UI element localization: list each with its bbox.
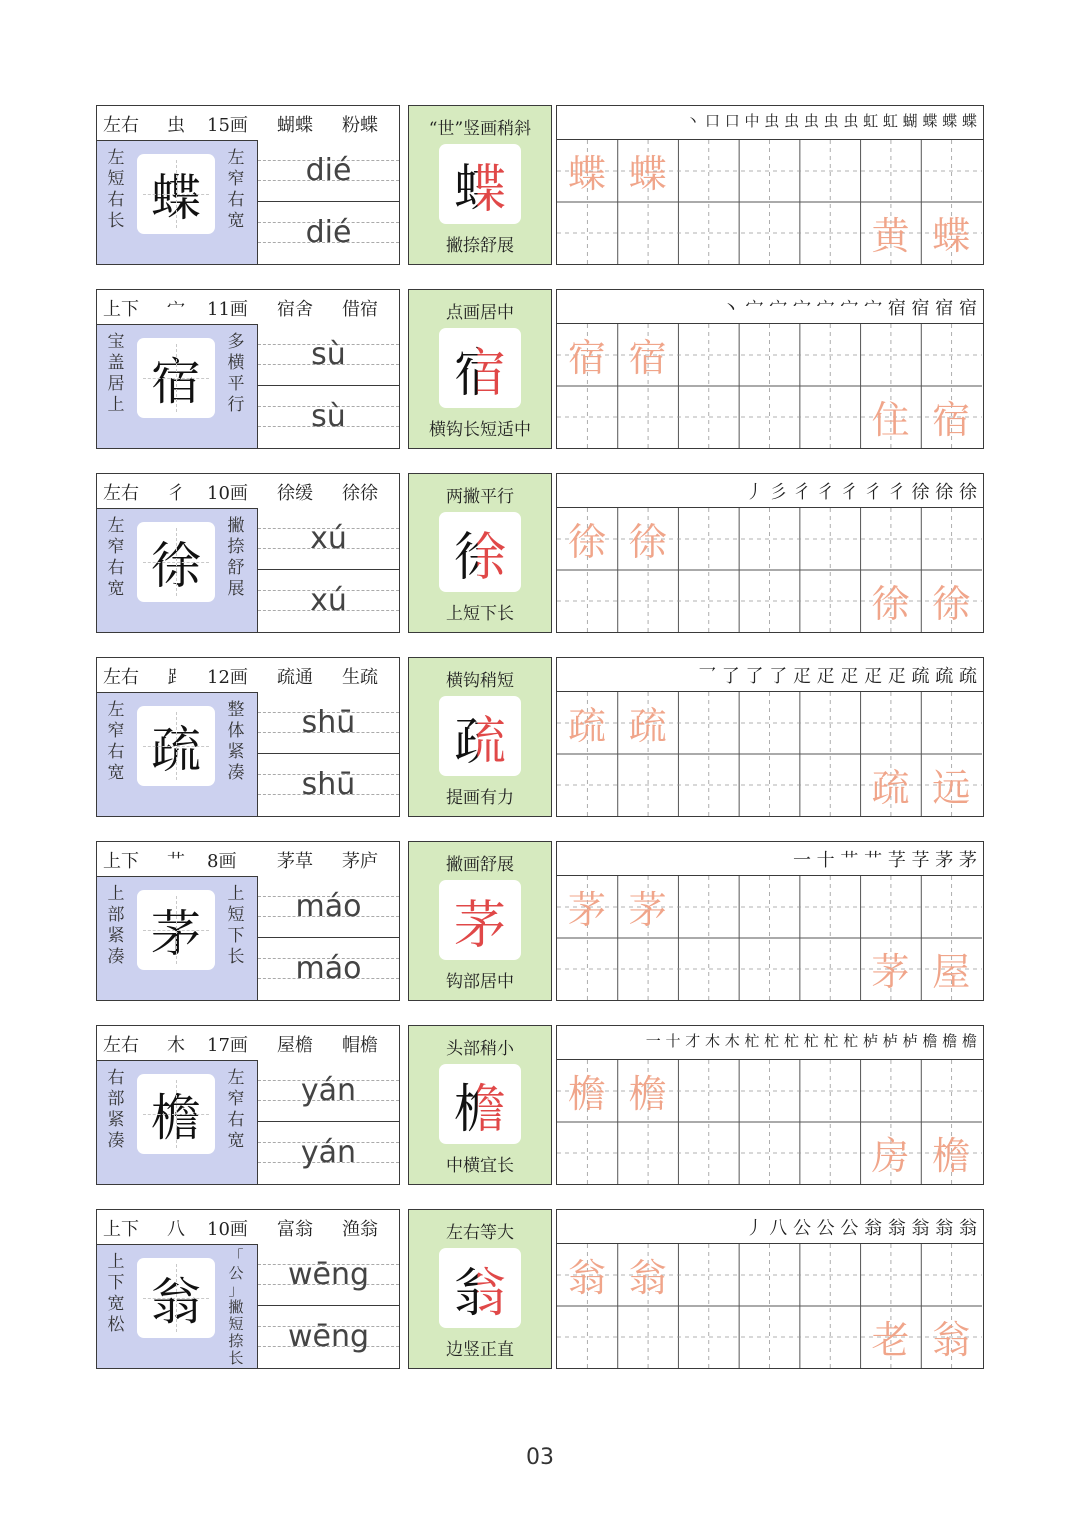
practice-grid [556,841,984,1001]
left-tip: 上 下 宽 松 [107,1252,125,1335]
structure-label: 左右 [103,483,139,504]
tip-box [408,105,552,265]
stroke-order: 丿 八 公 公 公 翁 翁 翁 翁 翁 [745,1218,977,1239]
pinyin-text: yán [300,1072,357,1108]
pinyin-text: xú [310,520,347,556]
structure-label: 上下 [103,851,139,872]
pinyin-line [258,1060,399,1120]
word-1: 富翁 [277,1219,313,1240]
trace-char: 檐 [932,1133,971,1178]
highlight-char [439,328,521,408]
pinyin-area [257,1060,399,1184]
structure-label: 左右 [103,1035,139,1056]
trace-char: 徐 [567,519,606,564]
radical-label: 宀 [167,299,185,320]
practice-grid [556,289,984,449]
word-1: 蝴蝶 [277,115,313,136]
grid-area [557,1059,983,1184]
tip-top: 横钩稍短 [446,671,514,691]
stroke-count: 15画 [207,115,248,136]
model-char: 疏 [137,706,215,786]
left-tip: 宝 盖 居 上 [107,332,125,415]
structure-label: 左右 [103,115,139,136]
tip-box [408,473,552,633]
char-row [96,657,984,819]
radical-label: 八 [167,1219,185,1240]
info-box [96,1025,400,1185]
left-tip: 左 窄 右 宽 [107,516,125,599]
stroke-count: 8画 [207,851,237,872]
tip-bottom: 提画有力 [446,788,514,808]
tip-bottom: 撇捺舒展 [446,236,514,256]
left-tip: 右 部 紧 凑 [107,1068,125,1151]
trace-char: 远 [932,765,971,810]
highlight-char-glyph: 翁 [454,1251,506,1326]
info-header [97,106,399,141]
pinyin-line [258,201,399,262]
stroke-order: 乛 了 了 了 疋 疋 疋 疋 疋 疏 疏 疏 [698,666,977,687]
tip-bottom: 横钩长短适中 [429,420,531,440]
right-tip: 左 窄 右 宽 [227,148,245,231]
pinyin-area [257,1244,399,1368]
tip-top: 撇画舒展 [446,855,514,875]
model-char: 宿 [137,338,215,418]
word-2: 粉蝶 [342,115,378,136]
trace-char: 徐 [628,519,667,564]
tip-box [408,841,552,1001]
word-2: 帽檐 [342,1035,378,1056]
pinyin-area [257,508,399,632]
right-tip: 整 体 紧 凑 [227,700,245,783]
tip-bottom: 上短下长 [446,604,514,624]
stroke-order: 一 十 才 木 木 杧 杧 杧 杧 杧 杧 栌 栌 栌 檐 檐 檐 [645,1032,977,1050]
pinyin-line [258,1244,399,1304]
info-header [97,474,399,509]
pinyin-text: sù [311,398,346,434]
trace-char: 宿 [628,335,667,380]
highlight-char [439,1248,521,1328]
pinyin-text: máo [295,950,362,986]
model-char: 徐 [137,522,215,602]
trace-char: 宿 [567,335,606,380]
pinyin-text: dié [305,152,352,188]
tip-bottom: 中横宜长 [446,1156,514,1176]
pinyin-text: máo [295,888,362,924]
highlight-char-glyph: 蝶 [454,147,506,222]
model-char: 翁 [137,1258,215,1338]
practice-grid [556,1025,984,1185]
pinyin-line [258,569,399,630]
practice-grid [556,657,984,817]
pinyin-line [258,937,399,998]
char-row [96,105,984,267]
info-header [97,1210,399,1245]
trace-char: 徐 [871,581,910,626]
tip-box [408,1025,552,1185]
pinyin-area [257,140,399,264]
pinyin-line [258,140,399,200]
word-1: 茅草 [277,851,313,872]
word-1: 宿舍 [277,299,313,320]
pinyin-line [258,753,399,814]
pinyin-text: xú [310,582,347,618]
tip-top: 点画居中 [446,303,514,323]
practice-grid [556,1209,984,1369]
radical-label: 木 [167,1035,185,1056]
pinyin-area [257,324,399,448]
radical-label: ⻊ [167,667,185,688]
tip-top: “世”竖画稍斜 [428,119,532,139]
pinyin-line [258,1305,399,1366]
tip-top: 左右等大 [446,1223,514,1243]
word-1: 徐缓 [277,483,313,504]
trace-char: 蝶 [628,151,667,196]
tip-top: 两撇平行 [446,487,514,507]
pinyin-text: dié [305,214,352,250]
stroke-count: 11画 [207,299,248,320]
info-box [96,473,400,633]
word-2: 生疏 [342,667,378,688]
grid-area [557,323,983,448]
word-2: 渔翁 [342,1219,378,1240]
info-header [97,658,399,693]
word-1: 疏通 [277,667,313,688]
highlight-char [439,880,521,960]
left-tip: 左 短 右 长 [107,148,125,231]
page-number: 03 [526,1445,554,1470]
highlight-char [439,512,521,592]
radical-label: 彳 [167,483,185,504]
structure-label: 上下 [103,1219,139,1240]
word-2: 茅庐 [342,851,378,872]
grid-area [557,691,983,816]
trace-char: 疏 [628,703,667,748]
right-tip: 撇 捺 舒 展 [227,516,245,599]
highlight-char-glyph: 茅 [453,895,506,956]
stroke-count: 17画 [207,1035,248,1056]
stroke-order: 丿 彡 彳 彳 彳 彳 彳 徐 徐 徐 [745,482,977,503]
info-box [96,289,400,449]
highlight-char [439,1064,521,1144]
trace-char: 疏 [871,765,910,810]
trace-char: 翁 [628,1255,667,1300]
grid-area [557,875,983,1000]
tip-box [408,289,552,449]
trace-char: 屋 [932,949,971,994]
grid-area [557,139,983,264]
pinyin-text: yán [300,1134,357,1170]
char-row [96,289,984,451]
trace-char: 檐 [567,1071,606,1116]
pinyin-text: wēng [287,1256,370,1292]
pinyin-line [258,385,399,446]
grid-area [557,1243,983,1368]
trace-char: 房 [871,1133,910,1178]
pinyin-text: sù [311,336,346,372]
tip-top: 头部稍小 [446,1039,514,1059]
trace-char: 黄 [871,213,910,258]
right-tip: 左 窄 右 宽 [227,1068,245,1151]
highlight-char-glyph: 宿 [454,331,506,406]
trace-char: 檐 [628,1071,667,1116]
pinyin-line [258,692,399,752]
tip-bottom: 钩部居中 [446,972,514,992]
model-char: 茅 [137,890,215,970]
pinyin-line [258,508,399,568]
highlight-char [439,696,521,776]
left-tip: 左 窄 右 宽 [107,700,125,783]
info-header [97,290,399,325]
highlight-char-glyph: 徐 [454,515,506,590]
trace-char: 住 [871,397,910,442]
stroke-count: 12画 [207,667,248,688]
pinyin-text: wēng [287,1318,370,1354]
char-row [96,1025,984,1187]
tip-box [408,657,552,817]
trace-char: 蝶 [567,151,606,196]
stroke-order: 一 十 艹 艹 芓 芓 茅 茅 [792,850,977,871]
info-header [97,842,399,877]
highlight-char [439,144,521,224]
model-char: 檐 [137,1074,215,1154]
stroke-count: 10画 [207,483,248,504]
highlight-char-glyph: 檐 [454,1067,506,1142]
tip-bottom: 边竖正直 [446,1340,514,1360]
pinyin-line [258,876,399,936]
pinyin-text: shū [301,766,356,802]
trace-char: 老 [871,1317,910,1362]
stroke-order: 丶 口 口 中 虫 虫 虫 虫 虫 虹 虹 蝴 蝶 蝶 蝶 [685,112,977,130]
pinyin-line [258,1121,399,1182]
info-box [96,841,400,1001]
radical-label: 艹 [167,851,185,872]
word-2: 借宿 [342,299,378,320]
practice-grid [556,105,984,265]
pinyin-area [257,876,399,1000]
info-header [97,1026,399,1061]
word-2: 徐徐 [342,483,378,504]
stroke-count: 10画 [207,1219,248,1240]
grid-area [557,507,983,632]
model-char: 蝶 [137,154,215,234]
word-1: 屋檐 [277,1035,313,1056]
radical-label: 虫 [167,115,185,136]
practice-grid [556,473,984,633]
left-tip: 上 部 紧 凑 [107,884,125,967]
info-box [96,657,400,817]
trace-char: 宿 [932,397,971,442]
char-row [96,841,984,1003]
highlight-char-glyph: 疏 [454,699,506,774]
char-row [96,473,984,635]
trace-char: 蝶 [932,213,971,258]
right-tip: 多 横 平 行 [227,332,245,415]
trace-char: 徐 [932,581,971,626]
trace-char: 翁 [932,1317,971,1362]
right-tip: 上 短 下 长 [227,884,245,967]
info-box [96,105,400,265]
stroke-order: 丶 宀 宀 宀 宀 宀 宀 宿 宿 宿 宿 [721,298,977,319]
trace-char: 茅 [567,887,606,932]
trace-char: 翁 [567,1255,606,1300]
pinyin-area [257,692,399,816]
trace-char: 茅 [628,887,667,932]
info-box [96,1209,400,1369]
tip-box [408,1209,552,1369]
structure-label: 上下 [103,299,139,320]
pinyin-text: shū [301,704,356,740]
char-row [96,1209,984,1371]
pinyin-line [258,324,399,384]
structure-label: 左右 [103,667,139,688]
trace-char: 疏 [567,703,606,748]
trace-char: 茅 [871,949,910,994]
right-tip: 「 公 」 撇 短 捺 长 [228,1247,244,1367]
